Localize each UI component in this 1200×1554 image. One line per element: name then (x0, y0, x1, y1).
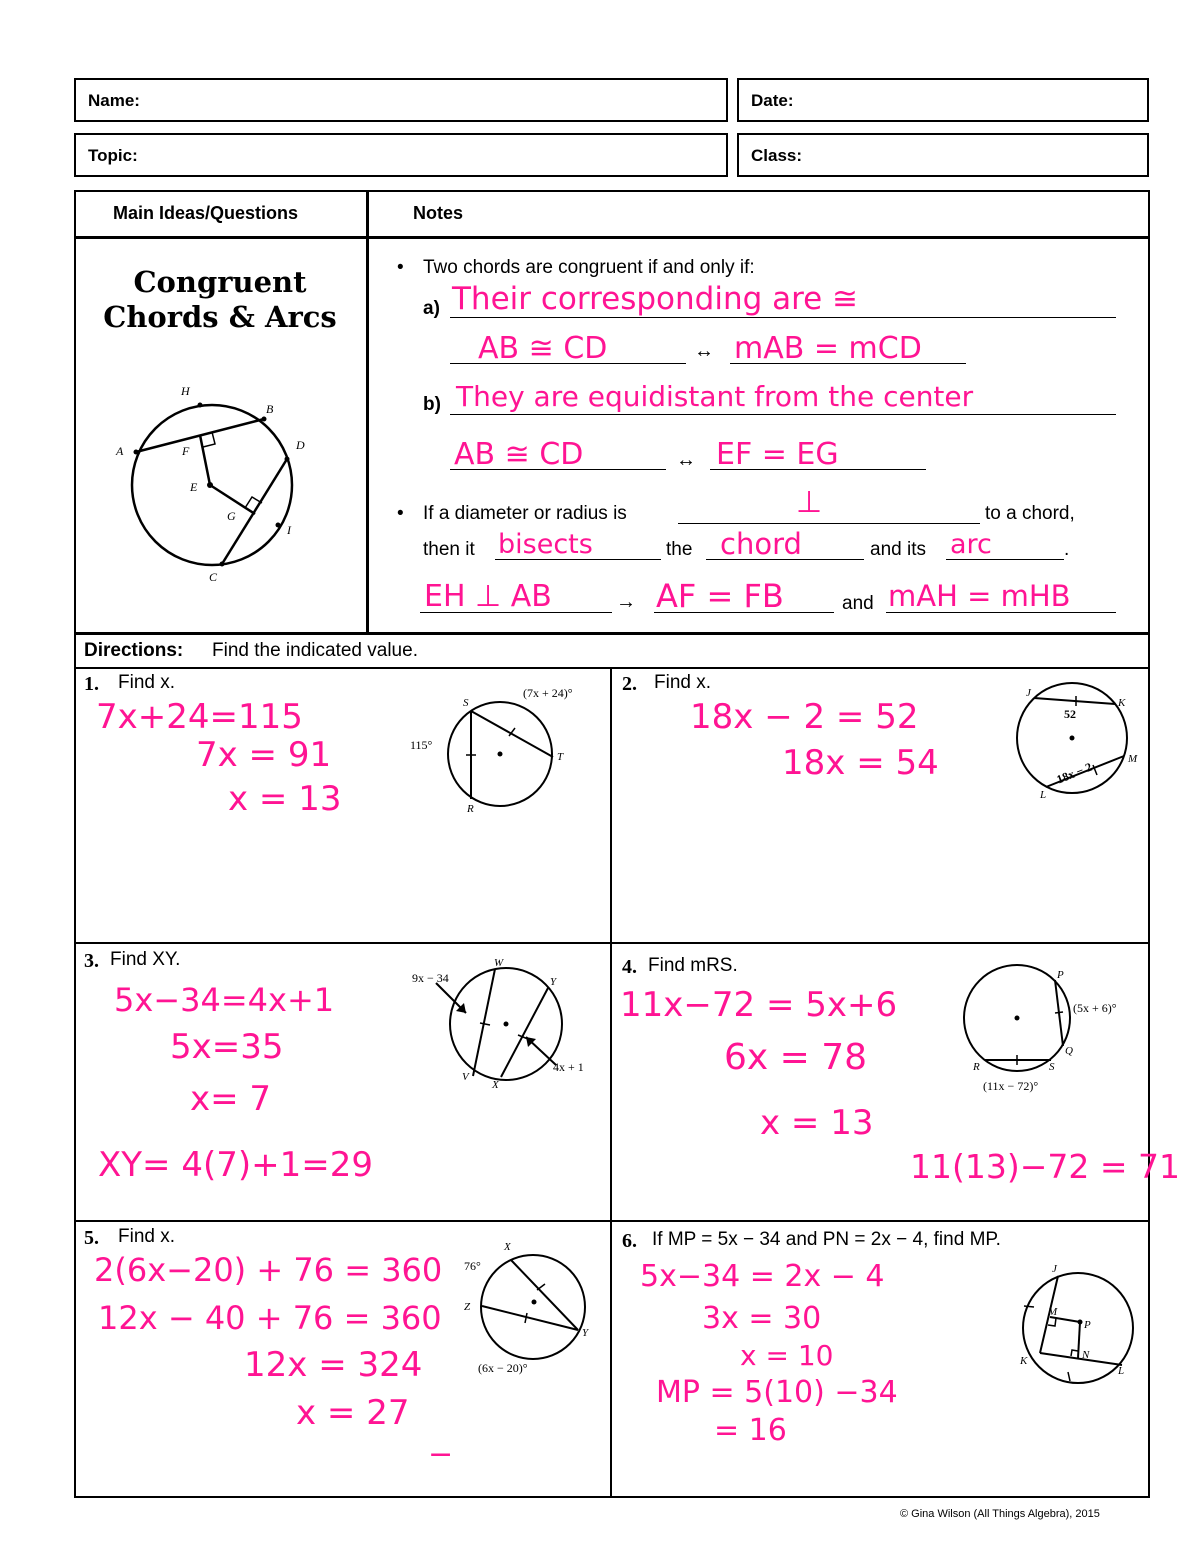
p4-label-s: S (1049, 1061, 1055, 1073)
label-a: A (116, 444, 124, 458)
problem-4-work-2: 6x = 78 (724, 1037, 868, 1078)
bullet-1-text: Two chords are congruent if and only if: (423, 257, 755, 278)
class-box[interactable] (737, 133, 1149, 177)
problems-row-divider-2 (74, 1220, 1150, 1222)
bullet-2-pre: If a diameter or radius is (423, 503, 627, 524)
p4-label-q: Q (1065, 1045, 1073, 1057)
rel3-left: EH ⊥ AB (424, 579, 552, 614)
problem-2-prompt: Find x. (654, 672, 712, 693)
bullet-2-dot: • (397, 503, 404, 524)
chord-answer: chord (720, 527, 802, 561)
p2-chord-top: 52 (1064, 707, 1076, 721)
problems-row-divider-1 (74, 942, 1150, 944)
name-box[interactable] (74, 78, 728, 122)
p2-label-m: M (1128, 753, 1138, 765)
rel3-right: mAH = mHB (888, 579, 1071, 613)
p1-label-t: T (557, 751, 564, 763)
problem-2-work-1: 18x − 2 = 52 (690, 697, 919, 737)
arc-answer: arc (950, 529, 992, 560)
label-e: E (190, 480, 198, 494)
p4-label-p: P (1057, 969, 1064, 981)
a-rel-left: AB ≅ CD (478, 331, 608, 366)
a-answer: Their corresponding are ≅ (452, 281, 859, 317)
title-line-2: Chords & Arcs (103, 299, 337, 334)
p6-label-m: M (1048, 1306, 1058, 1318)
a-arrow: ↔ (694, 340, 714, 362)
p3-label-y: Y (550, 976, 557, 988)
then-it: then it (423, 539, 475, 560)
a-answer-line (450, 317, 1116, 318)
notes-section-divider (74, 632, 1150, 635)
main-circle-diagram (100, 375, 320, 590)
a-label: a) (423, 298, 440, 319)
p2-label-j: J (1026, 687, 1031, 699)
problem-5-work-5: − (428, 1437, 454, 1472)
problem-1-work-2: 7x = 91 (196, 735, 332, 775)
label-c: C (209, 570, 218, 584)
title-line-1: Congruent (133, 265, 307, 299)
p3-seg-right: 4x + 1 (553, 1060, 584, 1074)
problem-2-diagram (1002, 674, 1148, 804)
problem-6-work-1: 5x−34 = 2x − 4 (640, 1259, 885, 1294)
p4-arc-right: (5x + 6)° (1073, 1001, 1117, 1015)
problem-1-prompt: Find x. (118, 672, 176, 693)
problem-4-diagram (955, 958, 1145, 1098)
col2-header: Notes (413, 203, 464, 223)
problem-6-work-3: x = 10 (740, 1339, 834, 1372)
topic-title (76, 265, 364, 335)
problem-1-work-1: 7x+24=115 (96, 697, 303, 737)
b-rel-right: EF = EG (716, 437, 839, 472)
p3-seg-left: 9x − 34 (412, 971, 449, 985)
p6-label-k: K (1020, 1355, 1028, 1367)
problem-4-work-3: x = 13 (760, 1103, 874, 1143)
label-g: G (227, 509, 236, 523)
p5-arc-top: 76° (464, 1259, 481, 1273)
p4-arc-bottom: (11x − 72)° (983, 1079, 1039, 1093)
p1-arc-left: 115° (410, 738, 433, 752)
center-e (207, 482, 213, 488)
bullet-1-dot: • (397, 257, 404, 278)
p6-label-l: L (1118, 1365, 1125, 1377)
table-header-divider (74, 236, 1150, 239)
p5-label-x: X (504, 1241, 511, 1253)
problem-3-number: 3. (84, 950, 99, 972)
date-label: Date: (751, 91, 794, 110)
problem-3-work-3: x= 7 (190, 1079, 272, 1119)
b-label: b) (423, 394, 441, 415)
label-b: B (266, 402, 274, 416)
problem-6-work-4: MP = 5(10) −34 (656, 1375, 898, 1410)
problems-vertical-divider (610, 667, 612, 1498)
p6-label-p: P (1084, 1319, 1091, 1331)
p2-label-k: K (1118, 697, 1126, 709)
problem-3-prompt: Find XY. (110, 949, 181, 970)
and-its: and its (870, 539, 926, 560)
problem-6-diagram (1014, 1260, 1148, 1390)
topic-box[interactable] (74, 133, 728, 177)
period: . (1064, 539, 1070, 560)
bullet-2-post: to a chord, (985, 503, 1075, 524)
problem-5-work-4: x = 27 (296, 1393, 410, 1433)
p4-label-r: R (973, 1061, 980, 1073)
p1-label-s: S (463, 697, 469, 709)
p6-label-n: N (1082, 1349, 1090, 1361)
problem-2-work-2: 18x = 54 (782, 743, 939, 783)
b-arrow: ↔ (676, 449, 696, 471)
b-answer-line (450, 414, 1116, 415)
problem-1-work-3: x = 13 (228, 779, 342, 819)
problem-5-work-2: 12x − 40 + 76 = 360 (98, 1299, 442, 1337)
problem-6-prompt: If MP = 5x − 34 and PN = 2x − 4, find MP. (652, 1229, 1001, 1250)
b-answer: They are equidistant from the center (456, 380, 974, 413)
problem-4-work-1: 11x−72 = 5x+6 (620, 985, 898, 1025)
rel3-mid: AF = FB (656, 577, 784, 615)
directions-label: Directions: (84, 640, 184, 661)
p1-label-r: R (467, 803, 474, 815)
date-box[interactable] (737, 78, 1149, 122)
rel3-and: and (842, 593, 874, 614)
label-i: I (287, 523, 291, 537)
directions-text: Find the indicated value. (212, 640, 418, 661)
the-word: the (666, 539, 693, 560)
p3-label-x: X (492, 1079, 499, 1091)
p5-arc-bottom: (6x − 20)° (478, 1361, 528, 1375)
b-rel-left: AB ≅ CD (454, 437, 584, 472)
name-label: Name: (88, 91, 140, 110)
p3-label-w: W (494, 957, 504, 969)
p3-label-v: V (462, 1071, 469, 1083)
col1-header: Main Ideas/Questions (113, 203, 299, 223)
p5-label-z: Z (464, 1301, 471, 1313)
p6-label-j: J (1052, 1263, 1057, 1275)
problem-5-work-3: 12x = 324 (244, 1345, 423, 1385)
problem-5-number: 5. (84, 1227, 99, 1249)
problem-3-diagram (408, 955, 604, 1095)
problem-5-diagram (450, 1234, 604, 1384)
class-label: Class: (751, 146, 803, 165)
topic-label: Topic: (88, 146, 138, 165)
problem-3-work-1: 5x−34=4x+1 (114, 981, 335, 1019)
problem-5-work-1: 2(6x−20) + 76 = 360 (94, 1251, 443, 1289)
p5-label-y: Y (582, 1327, 589, 1339)
label-h: H (181, 384, 190, 398)
table-column-divider (366, 190, 369, 634)
label-f: F (182, 444, 190, 458)
segment-ef (200, 435, 210, 485)
label-d: D (296, 438, 305, 452)
problem-1-diagram (405, 678, 605, 818)
bisects-answer: bisects (498, 529, 593, 560)
problem-4-work-4: 11(13)−72 = 71 (910, 1147, 1180, 1186)
directions-divider (74, 667, 1150, 669)
p1-arc-top: (7x + 24)° (523, 686, 573, 700)
p2-label-l: L (1040, 789, 1047, 801)
problem-4-number: 4. (622, 956, 637, 978)
problem-3-work-4: XY= 4(7)+1=29 (98, 1145, 374, 1185)
problem-4-prompt: Find mRS. (648, 955, 738, 976)
problem-1-number: 1. (84, 673, 99, 695)
problem-6-work-5: = 16 (714, 1413, 787, 1448)
bullet-2-blank: ⊥ (796, 485, 823, 520)
problem-2-number: 2. (622, 673, 637, 695)
bullet-2-blank-line (678, 523, 980, 524)
p2-chord-bottom: 18x − 2 (1054, 759, 1094, 787)
problem-3-work-2: 5x=35 (170, 1027, 284, 1067)
problem-6-work-2: 3x = 30 (702, 1301, 822, 1336)
problem-6-number: 6. (622, 1230, 637, 1252)
problem-5-prompt: Find x. (118, 1226, 176, 1247)
copyright-footer: © Gina Wilson (All Things Algebra), 2015 (900, 1508, 1100, 1520)
a-rel-right: mAB = mCD (734, 331, 922, 366)
rel3-arrow: → (616, 591, 636, 613)
